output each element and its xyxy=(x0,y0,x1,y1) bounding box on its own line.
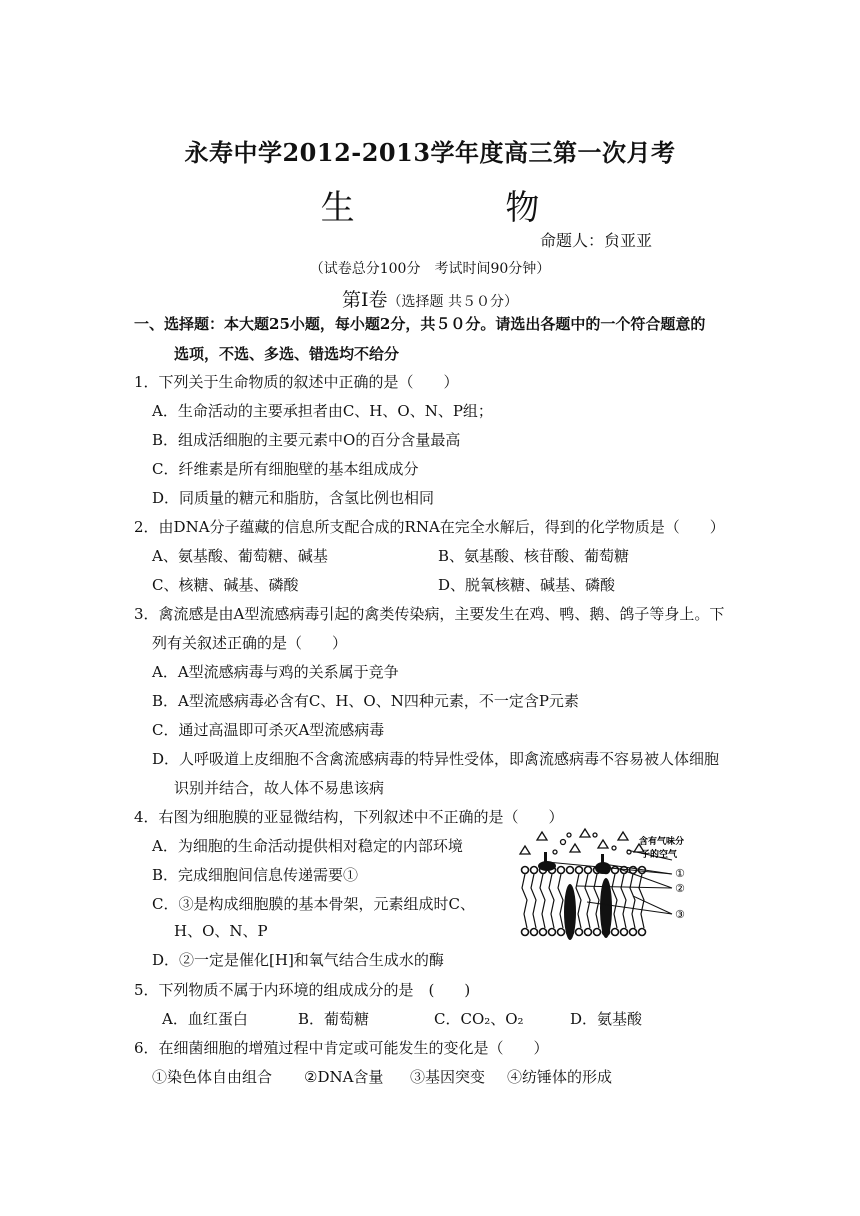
q4-option-d: D．②一定是催化[H]和氧气结合生成水的酶 xyxy=(152,951,444,969)
q3-option-c: C．通过高温即可杀灭A型流感病毒 xyxy=(152,721,385,739)
phospholipid-lower-row xyxy=(522,929,646,936)
exam-title: 永寿中学2012-2013学年度高三第一次月考 xyxy=(184,138,676,167)
q2-option-a: A、氨基酸、葡萄糖、碱基 xyxy=(152,547,328,565)
q4-option-c-line-1: C．③是构成细胞膜的基本骨架，元素组成时C、 xyxy=(152,895,475,913)
q1-option-d: D．同质量的糖元和脂肪，含氢比例也相同 xyxy=(152,489,435,507)
q2-stem: 2．由DNA分子蕴藏的信息所支配合成的RNA在完全水解后，得到的化学物质是（ ） xyxy=(134,518,725,536)
subject-heading: 生 物 xyxy=(320,188,610,228)
q4-option-a: A．为细胞的生命活动提供相对稳定的内部环境 xyxy=(152,837,463,855)
q2-option-d: D、脱氧核糖、碱基、磷酸 xyxy=(438,576,616,594)
q5-option-b: B．葡萄糖 xyxy=(298,1010,370,1028)
membrane-proteins xyxy=(538,852,612,940)
q1-stem: 1．下列关于生命物质的叙述中正确的是（ ） xyxy=(134,373,459,391)
phospholipid-tails xyxy=(522,874,644,928)
q3-option-a: A．A型流感病毒与鸡的关系属于竞争 xyxy=(152,663,399,681)
q6-option-3: ③基因突变 xyxy=(410,1068,486,1086)
q3-option-d-line-1: D．人呼吸道上皮细胞不含禽流感病毒的特异性受体，即禽流感病毒不容易被人体细胞 xyxy=(152,750,720,768)
q1-option-b: B．组成活细胞的主要元素中O的百分含量最高 xyxy=(152,431,461,449)
part-label: 第Ⅰ卷 xyxy=(342,289,388,311)
exam-info: （试卷总分100分 考试时间90分钟） xyxy=(309,261,551,277)
q1-option-a: A．生命活动的主要承担者由C、H、O、N、P组； xyxy=(152,402,493,420)
q1-option-c: C．纤维素是所有细胞壁的基本组成成分 xyxy=(152,460,419,478)
cell-membrane-figure xyxy=(517,826,697,946)
part-heading xyxy=(0,285,860,312)
figure-label-3: ③ xyxy=(675,908,685,921)
figure-caption-line-1: 含有气味分 xyxy=(639,837,685,847)
section-instruction-line-2: 选项，不选、多选、错选均不给分 xyxy=(174,345,400,363)
q6-stem: 6．在细菌细胞的增殖过程中肯定或可能发生的变化是（ ） xyxy=(134,1039,549,1057)
q4-stem: 4．右图为细胞膜的亚显微结构，下列叙述中不正确的是（ ） xyxy=(134,808,564,826)
q3-option-b: B．A型流感病毒必含有C、H、O、N四种元素，不一定含P元素 xyxy=(152,692,579,710)
section-instruction-line-1: 一、选择题：本大题25小题，每小题2分，共５０分。请选出各题中的一个符合题意的 xyxy=(134,315,706,333)
q4-option-c-line-2: H、O、N、P xyxy=(174,922,268,940)
q6-option-2: ②DNA含量 xyxy=(304,1068,384,1086)
figure-caption-line-2: 子的空气 xyxy=(641,850,678,860)
q6-option-1: ①染色体自由组合 xyxy=(152,1068,273,1086)
author-line: 命题人：贠亚亚 xyxy=(540,231,653,250)
q5-option-a: A．血红蛋白 xyxy=(162,1010,248,1028)
q2-option-c: C、核糖、碱基、磷酸 xyxy=(152,576,299,594)
q3-stem-line-2: 列有关叙述正确的是（ ） xyxy=(152,634,348,652)
figure-label-2: ② xyxy=(675,882,685,895)
figure-label-1: ① xyxy=(675,867,685,880)
odor-molecules xyxy=(520,829,644,854)
part-note: （选择题 共５０分） xyxy=(387,294,518,310)
q5-option-c: C．CO₂、O₂ xyxy=(434,1010,524,1028)
q4-option-b: B．完成细胞间信息传递需要① xyxy=(152,866,359,884)
q5-option-d: D．氨基酸 xyxy=(570,1010,643,1028)
q6-option-4: ④纺锤体的形成 xyxy=(507,1068,613,1086)
q2-option-b: B、氨基酸、核苷酸、葡萄糖 xyxy=(438,547,630,565)
q3-stem-line-1: 3．禽流感是由A型流感病毒引起的禽类传染病，主要发生在鸡、鸭、鹅、鸽子等身上。下 xyxy=(134,605,725,623)
q5-stem: 5．下列物质不属于内环境的组成成分的是 ( ) xyxy=(134,981,471,999)
q3-option-d-line-2: 识别并结合，故人体不易患该病 xyxy=(174,779,385,797)
